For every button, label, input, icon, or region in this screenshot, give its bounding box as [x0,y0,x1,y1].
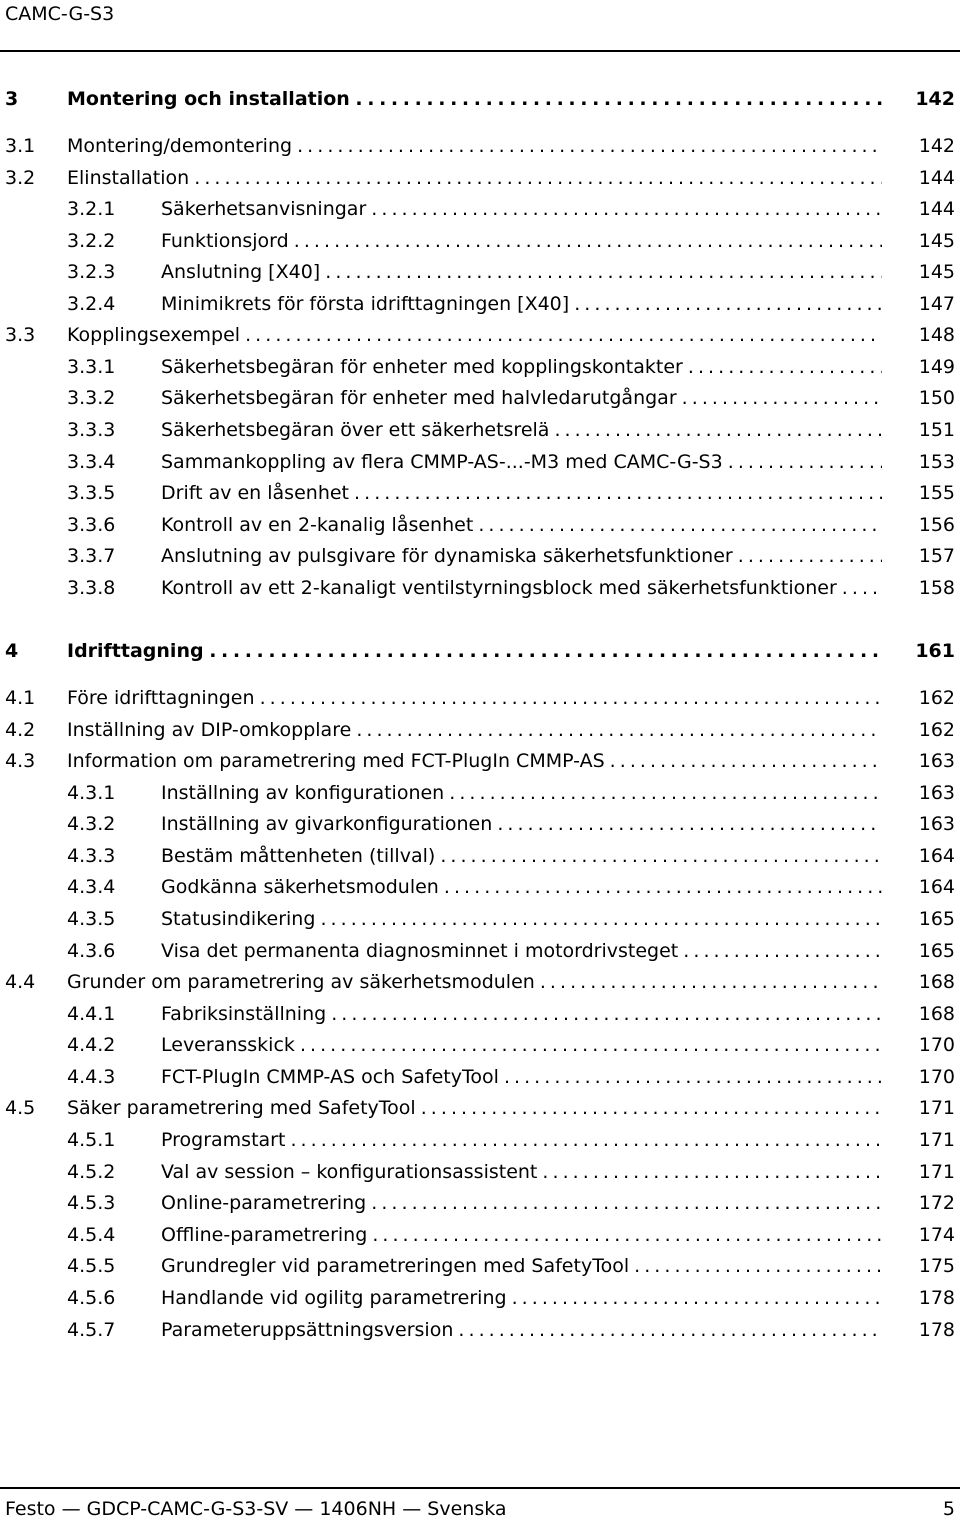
toc-entry-title: Information om parametrering med FCT-PlugIn CMMP-AS . . . [67,746,882,776]
toc-entry-title: Före idrifttagningen . . . [67,683,882,713]
toc-entry-number: 4.3.6 [67,940,116,962]
toc-entry-subsection[interactable] [0,1220,960,1250]
toc-entry-number: 3.3.1 [67,356,116,378]
toc-entry-page: 171 [918,1161,955,1183]
toc-entry-page: 153 [918,451,955,473]
toc-entry-page: 165 [918,940,955,962]
toc-entry-section[interactable] [0,163,960,193]
toc-entry-number: 4.3.5 [67,908,116,930]
toc-entry-subsection[interactable] [0,999,960,1029]
toc-entry-title: Val av session – konfigurationsassistent . . . [161,1157,882,1187]
toc-entry-number: 4.3.1 [67,782,116,804]
toc-entry-number: 3.2.1 [67,198,116,220]
toc-entry-subsection[interactable] [0,1030,960,1060]
toc-entry-number: 4.5.3 [67,1192,116,1214]
toc-entry-section[interactable] [0,1093,960,1123]
toc-entry-chapter[interactable] [0,636,960,666]
toc-entry-page: 163 [918,813,955,835]
toc-entry-subsection[interactable] [0,194,960,224]
toc-entry-subsection[interactable] [0,226,960,256]
toc-entry-number: 3.3.4 [67,451,116,473]
toc-entry-page: 158 [918,577,955,599]
toc-entry-title: Montering/demontering . . . [67,131,882,161]
toc-entry-title: Anslutning av pulsgivare för dynamiska säkerhetsfunktioner . . . [161,541,882,571]
toc-entry-title: Offline-parametrering . . . [161,1220,882,1250]
toc-entry-page: 144 [918,167,955,189]
toc-entry-number: 4.4.1 [67,1003,116,1025]
toc-entry-page: 175 [918,1255,955,1277]
toc-entry-page: 178 [918,1319,955,1341]
toc-entry-subsection[interactable] [0,352,960,382]
toc-entry-section[interactable] [0,683,960,713]
toc-entry-page: 168 [918,1003,955,1025]
toc-entry-title: Programstart . . . [161,1125,882,1155]
toc-entry-page: 161 [915,640,955,662]
toc-entry-title: Sammankoppling av flera CMMP-AS-...-M3 med CAMC-G-S3 . . . [161,447,882,477]
toc-entry-subsection[interactable] [0,573,960,603]
toc-entry-subsection[interactable] [0,841,960,871]
toc-entry-title: Elinstallation . . . [67,163,882,193]
toc-entry-number: 3.3.6 [67,514,116,536]
toc-entry-title: Säkerhetsbegäran för enheter med halvledarutgångar . . . [161,383,882,413]
toc-entry-page: 142 [918,135,955,157]
toc-entry-page: 156 [918,514,955,536]
toc-entry-number: 4.3.3 [67,845,116,867]
toc-entry-page: 145 [918,261,955,283]
toc-entry-subsection[interactable] [0,447,960,477]
toc-entry-title: Montering och installation . . . [67,84,882,114]
toc-entry-title: Grunder om parametrering av säkerhetsmodulen . . . [67,967,882,997]
toc-entry-page: 178 [918,1287,955,1309]
toc-entry-subsection[interactable] [0,809,960,839]
toc-entry-page: 164 [918,876,955,898]
toc-entry-number: 3.1 [5,135,36,157]
toc-entry-title: Säkerhetsbegäran över ett säkerhetsrelä . . . [161,415,882,445]
toc-entry-section[interactable] [0,746,960,776]
toc-entry-page: 164 [918,845,955,867]
toc-entry-number: 4.4.3 [67,1066,116,1088]
toc-entry-subsection[interactable] [0,1188,960,1218]
toc-entry-number: 4.1 [5,687,36,709]
toc-entry-page: 168 [918,971,955,993]
toc-entry-title: Minimikrets för första idrifttagningen [X40] . . . [161,289,882,319]
toc-entry-subsection[interactable] [0,289,960,319]
toc-entry-number: 4.5.6 [67,1287,116,1309]
toc-entry-page: 170 [918,1066,955,1088]
toc-entry-page: 142 [915,88,955,110]
toc-entry-page: 171 [918,1129,955,1151]
toc-entry-title: FCT-PlugIn CMMP-AS och SafetyTool . . . [161,1062,882,1092]
toc-entry-title: Säker parametrering med SafetyTool . . . [67,1093,882,1123]
toc-entry-page: 144 [918,198,955,220]
toc-entry-title: Inställning av givarkonfigurationen . . . [161,809,882,839]
toc-entry-page: 170 [918,1034,955,1056]
toc-entry-section[interactable] [0,131,960,161]
toc-entry-title: Parameteruppsättningsversion . . . [161,1315,882,1345]
toc-entry-subsection[interactable] [0,778,960,808]
toc-entry-number: 3.2 [5,167,36,189]
toc-entry-number: 4.5.4 [67,1224,116,1246]
page-number: 5 [942,1498,955,1520]
toc-entry-title: Anslutning [X40] . . . [161,257,882,287]
toc-entry-title: Kopplingsexempel . . . [67,320,882,350]
toc-entry-number: 3.2.4 [67,293,116,315]
toc-entry-number: 3.3.2 [67,387,116,409]
toc-entry-number: 3.3.3 [67,419,116,441]
toc-entry-number: 3.3.5 [67,482,116,504]
toc-entry-number: 4.3.4 [67,876,116,898]
toc-entry-title: Grundregler vid parametreringen med SafetyTool . . . [161,1251,882,1281]
toc-entry-number: 3.3.7 [67,545,116,567]
toc-entry-number: 4.5.1 [67,1129,116,1151]
toc-entry-title: Godkänna säkerhetsmodulen . . . [161,872,882,902]
toc-entry-subsection[interactable] [0,1283,960,1313]
toc-entry-number: 3.2.3 [67,261,116,283]
toc-entry-page: 151 [918,419,955,441]
footer-divider [0,1487,960,1489]
toc-entry-title: Säkerhetsbegäran för enheter med kopplingskontakter . . . [161,352,882,382]
toc-entry-page: 163 [918,782,955,804]
toc-entry-subsection[interactable] [0,415,960,445]
toc-entry-subsection[interactable] [0,510,960,540]
toc-entry-page: 155 [918,482,955,504]
toc-entry-subsection[interactable] [0,1157,960,1187]
toc-entry-subsection[interactable] [0,872,960,902]
toc-entry-subsection[interactable] [0,936,960,966]
toc-entry-title: Inställning av konfigurationen . . . [161,778,882,808]
toc-entry-subsection[interactable] [0,1125,960,1155]
toc-entry-page: 174 [918,1224,955,1246]
toc-entry-section[interactable] [0,967,960,997]
toc-entry-number: 4.5.5 [67,1255,116,1277]
toc-entry-section[interactable] [0,320,960,350]
toc-entry-chapter[interactable] [0,84,960,114]
toc-entry-number: 3.3 [5,324,36,346]
toc-entry-number: 4 [5,640,19,662]
toc-entry-page: 148 [918,324,955,346]
toc-entry-title: Drift av en låsenhet . . . [161,478,882,508]
toc-entry-title: Idrifttagning . . . [67,636,882,666]
toc-entry-page: 162 [918,719,955,741]
toc-entry-page: 165 [918,908,955,930]
toc-entry-page: 149 [918,356,955,378]
toc-entry-title: Funktionsjord . . . [161,226,882,256]
toc-entry-title: Bestäm måttenheten (tillval) . . . [161,841,882,871]
toc-entry-subsection[interactable] [0,257,960,287]
toc-entry-section[interactable] [0,715,960,745]
toc-entry-page: 172 [918,1192,955,1214]
toc-entry-number: 4.3.2 [67,813,116,835]
toc-entry-subsection[interactable] [0,1251,960,1281]
running-header-title: CAMC-G-S3 [5,3,115,25]
toc-entry-number: 4.5.2 [67,1161,116,1183]
toc-entry-subsection[interactable] [0,1062,960,1092]
toc-entry-page: 171 [918,1097,955,1119]
toc-entry-title: Handlande vid ogilitg parametrering . . . [161,1283,882,1313]
toc-entry-page: 145 [918,230,955,252]
toc-entry-title: Kontroll av ett 2-kanaligt ventilstyrningsblock med säkerhetsfunktioner . . . [161,573,882,603]
toc-entry-number: 3 [5,88,19,110]
toc-entry-number: 4.4 [5,971,36,993]
toc-entry-title: Statusindikering . . . [161,904,882,934]
toc-entry-page: 163 [918,750,955,772]
toc-entry-title: Visa det permanenta diagnosminnet i motordrivsteget . . . [161,936,882,966]
toc-entry-page: 157 [918,545,955,567]
toc-entry-subsection[interactable] [0,1315,960,1345]
toc-entry-title: Online-parametrering . . . [161,1188,882,1218]
toc-entry-title: Säkerhetsanvisningar . . . [161,194,882,224]
toc-entry-number: 4.3 [5,750,36,772]
toc-entry-number: 4.4.2 [67,1034,116,1056]
toc-entry-title: Inställning av DIP-omkopplare . . . [67,715,882,745]
toc-entry-page: 147 [918,293,955,315]
toc-entry-subsection[interactable] [0,541,960,571]
toc-entry-number: 4.5.7 [67,1319,116,1341]
toc-entry-subsection[interactable] [0,478,960,508]
toc-entry-number: 4.5 [5,1097,36,1119]
toc-entry-number: 4.2 [5,719,36,741]
toc-entry-title: Leveransskick . . . [161,1030,882,1060]
toc-entry-page: 150 [918,387,955,409]
toc-entry-number: 3.3.8 [67,577,116,599]
toc-entry-title: Fabriksinställning . . . [161,999,882,1029]
toc-entry-number: 3.2.2 [67,230,116,252]
toc-entry-page: 162 [918,687,955,709]
toc-entry-subsection[interactable] [0,383,960,413]
document-footer-info: Festo — GDCP-CAMC-G-S3-SV — 1406NH — Svenska [5,1498,507,1520]
toc-entry-title: Kontroll av en 2-kanalig låsenhet . . . [161,510,882,540]
toc-entry-subsection[interactable] [0,904,960,934]
